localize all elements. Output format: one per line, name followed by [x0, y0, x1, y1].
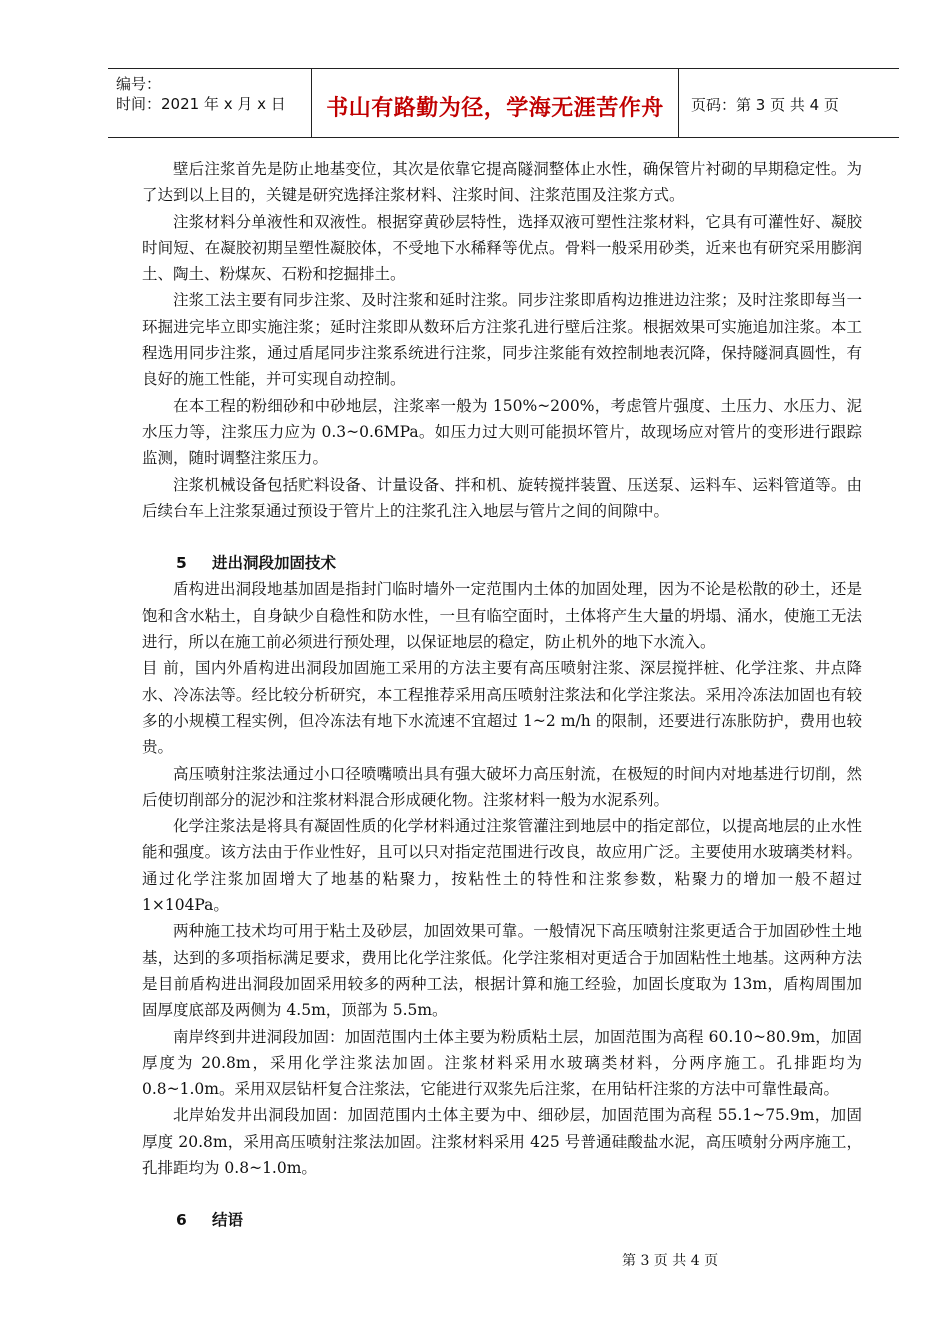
- section-number: 5: [176, 554, 187, 573]
- page-footer: 第 3 页 共 4 页: [622, 1253, 719, 1269]
- header-info-cell: [108, 69, 312, 137]
- section-title: 结语: [212, 1211, 244, 1230]
- page-header: [108, 68, 899, 138]
- paragraph: 化学注浆法是将具有凝固性质的化学材料通过注浆管灌注到地层中的指定部位，以提高地层的止水性能和强度。该方法由于作业性好，且可以只对指定范围进行改良，故应用广泛。主要使用水玻璃类材料。通过化学注浆加固增大了地基的粘聚力，按粘性土的特性和注浆参数，粘聚力的增加一般不超过 1×104Pa。: [142, 817, 862, 915]
- paragraph: 在本工程的粉细砂和中砂地层，注浆率一般为 150%~200%，考虑管片强度、土压力、水压力、泥水压力等，注浆压力应为 0.3~0.6MPa。如压力过大则可能损坏管片，故现场应对管片的变形进行跟踪监测，随时调整注浆压力。: [142, 396, 862, 468]
- serial-label: 编号：: [116, 75, 162, 93]
- section-title: 进出洞段加固技术: [212, 554, 337, 573]
- paragraph: 盾构进出洞段地基加固是指封门临时墙外一定范围内土体的加固处理，因为不论是松散的砂土，还是饱和含水粘土，自身缺少自稳性和防水性，一旦有临空面时，土体将产生大量的坍塌、涌水，使施工无法进行，所以在施工前必须进行预处理，以保证地层的稳定，防止机外的地下水流入。: [142, 580, 862, 652]
- paragraph: 南岸终到井进洞段加固：加固范围内土体主要为粉质粘土层，加固范围为高程 60.10~80.9m，加固厚度为 20.8m，采用化学注浆法加固。注浆材料采用水玻璃类材料，分两序施工。孔排距均为 0.8~1.0m。采用双层钻杆复合注浆法，它能进行双浆先后注浆，在用钻杆注浆的方法中可靠性最高。: [142, 1027, 862, 1099]
- paragraph: 注浆材料分单液性和双液性。根据穿黄砂层特性，选择双液可塑性注浆材料，它具有可灌性好、凝胶时间短、在凝胶初期呈塑性凝胶体，不受地下水稀释等优点。骨料一般采用砂类，近来也有研究采用膨润土、陶土、粉煤灰、石粉和挖掘排土。: [142, 212, 862, 284]
- header-motto-cell: [312, 69, 679, 137]
- paragraph: 两种施工技术均可用于粘土及砂层，加固效果可靠。一般情况下高压喷射注浆更适合于加固砂性土地基，达到的多项指标满足要求，费用比化学注浆低。化学注浆相对更适合于加固粘性土地基。这两种方法是目前盾构进出洞段加固采用较多的两种工法，根据计算和施工经验，加固长度取为 13m，盾构周围加固厚度底部及两侧为 4.5m，顶部为 5.5m。: [142, 922, 862, 1020]
- paragraph: 目 前，国内外盾构进出洞段加固施工采用的方法主要有高压喷射注浆、深层搅拌桩、化学注浆、井点降水、冷冻法等。经比较分析研究，本工程推荐采用高压喷射注浆法和化学注浆法。采用冷冻法加固也有较多的小规模工程实例，但冷冻法有地下水流速不宜超过 1~2 m/h 的限制，还要进行冻胀防护，费用也较贵。: [142, 659, 862, 757]
- motto: 书山有路勤为径，学海无涯苦作舟: [326, 96, 664, 121]
- section-number: 6: [176, 1211, 187, 1230]
- header-page-cell: [679, 69, 899, 137]
- paragraph: 注浆机械设备包括贮料设备、计量设备、拌和机、旋转搅拌装置、压送泵、运料车、运料管道等。由后续台车上注浆泵通过预设于管片上的注浆孔注入地层与管片之间的间隙中。: [142, 475, 862, 520]
- paragraph: 注浆工法主要有同步注浆、及时注浆和延时注浆。同步注浆即盾构边推进边注浆；及时注浆即每当一环掘进完毕立即实施注浆；延时注浆即从数环后方注浆孔进行壁后注浆。根据效果可实施追加注浆。本工程选用同步注浆，通过盾尾同步注浆系统进行注浆，同步注浆能有效控制地表沉降，保持隧洞真圆性，有良好的施工性能，并可实现自动控制。: [142, 291, 862, 389]
- document-body: [142, 156, 862, 1234]
- page-number-label: 页码：第 3 页 共 4 页: [691, 96, 839, 114]
- paragraph: 壁后注浆首先是防止地基变位，其次是依靠它提高隧洞整体止水性，确保管片衬砌的早期稳定性。为了达到以上目的，关键是研究选择注浆材料、注浆时间、注浆范围及注浆方式。: [142, 160, 862, 205]
- paragraph: 北岸始发井出洞段加固：加固范围内土体主要为中、细砂层，加固范围为高程 55.1~75.9m，加固厚度 20.8m，采用高压喷射注浆法加固。注浆材料采用 425 号普通硅酸盐水泥，高压喷射分两序施工，孔排距均为 0.8~1.0m。: [142, 1106, 862, 1177]
- date-label: 时间：2021 年 x 月 x 日: [116, 95, 286, 113]
- section-heading-5: [142, 550, 862, 576]
- section-heading-6: [142, 1207, 862, 1233]
- paragraph: 高压喷射注浆法通过小口径喷嘴喷出具有强大破坏力高压射流，在极短的时间内对地基进行切削，然后使切削部分的泥沙和注浆材料混合形成硬化物。注浆材料一般为水泥系列。: [142, 764, 862, 809]
